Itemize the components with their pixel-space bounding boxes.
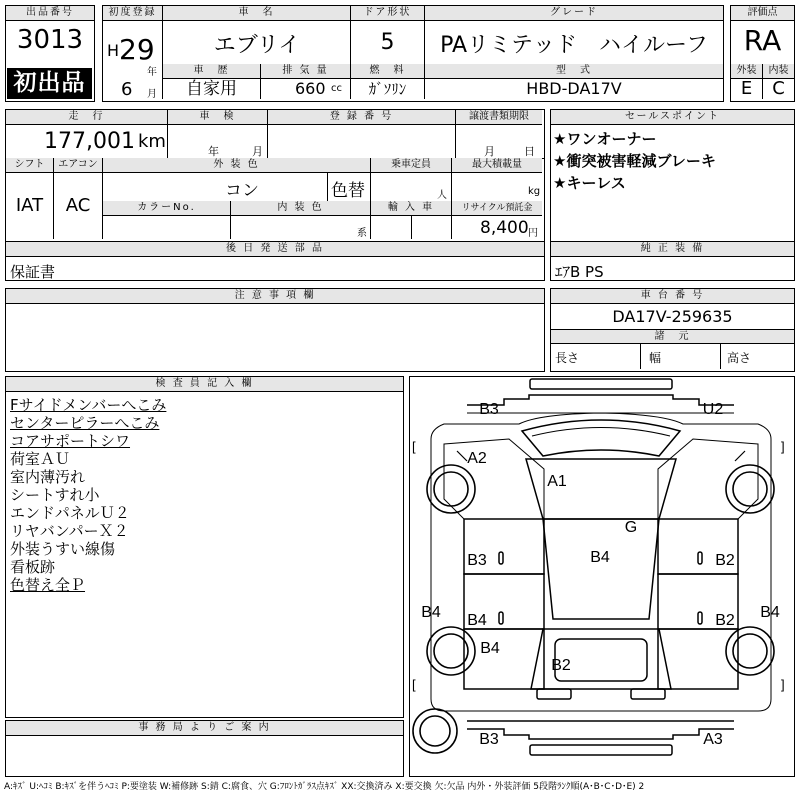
windshield-outline (522, 420, 680, 456)
later-parts-header: 後 日 発 送 部 品 (6, 242, 544, 257)
width-cell (641, 344, 721, 369)
inspector-notes-box (5, 376, 404, 718)
damage-mark: A1 (547, 473, 568, 491)
lot-number-header: 出品番号 (6, 6, 94, 21)
reg-era: H (107, 41, 120, 60)
inspector-note: センターピラーへこみ (10, 414, 160, 432)
bracket-left-bottom: [ (412, 677, 417, 693)
inspection-cell (168, 125, 268, 158)
damage-mark: B2 (551, 657, 572, 675)
height-cell (721, 344, 792, 369)
chassis-number-header: 車 台 番 号 (551, 289, 794, 304)
sales-point-2: ★衝突被害軽減ブレーキ (553, 152, 716, 170)
max-load-cell (452, 173, 542, 201)
door-type-header: ドア形状 (351, 6, 425, 21)
bracket-right-bottom: ] (781, 677, 786, 693)
damage-mark: G (625, 519, 638, 537)
inspection-year-unit: 年 (208, 145, 219, 158)
fuel: ｶﾞｿﾘﾝ (351, 79, 425, 99)
damage-mark: B4 (590, 549, 611, 567)
door-count: 5 (351, 21, 425, 64)
sales-point-3: ★キーレス (553, 174, 626, 192)
ac-header: エアコン (54, 158, 103, 173)
inspector-note: 看板跡 (10, 558, 56, 576)
inspector-note: 室内薄汚れ (10, 468, 86, 486)
interior-color-unit: 系 (357, 228, 367, 239)
grade-header: グレード (425, 6, 723, 21)
plate-header: 登 録 番 号 (268, 110, 456, 125)
inspector-note: リヤバンパーＸ２ (10, 522, 129, 540)
damage-mark: A3 (703, 731, 724, 749)
shift: IAT (6, 173, 54, 239)
plate-cell (268, 125, 456, 158)
sales-points-header: セールスポイント (551, 110, 794, 125)
import-divider (411, 216, 412, 239)
transfer-deadline-cell (456, 125, 542, 158)
damage-mark: B4 (421, 604, 442, 622)
mileage-unit: km (138, 131, 166, 152)
inspection-month-unit: 月 (252, 145, 263, 158)
model-header: 型 式 (425, 64, 723, 79)
chassis-box (550, 288, 795, 372)
damage-mark: B2 (715, 552, 736, 570)
fuel-header: 燃 料 (351, 64, 425, 79)
grade: PAリミテッド ハイルーフ (440, 33, 708, 58)
office-notice-box (5, 720, 404, 777)
bracket-right-top: ] (781, 439, 786, 455)
evaluation-score: RA (743, 24, 782, 57)
office-notice-header: 事 務 局 よ り ご 案 内 (6, 721, 403, 736)
model-code: HBD-DA17V (526, 79, 622, 98)
height-label: 高さ (727, 351, 752, 365)
air-conditioner: AC (54, 173, 103, 239)
import-car-cell (371, 216, 452, 239)
reg-year: 29 (119, 33, 155, 66)
legend-footer: A:ｷｽﾞ U:ﾍｺﾐ B:ｷｽﾞを伴うﾍｺﾐ P:要塗装 W:補修跡 S:錆 C:腐食、穴 G:ﾌﾛﾝﾄｶﾞﾗｽ点ｷｽﾞ XX:交換済み X:要交換 欠:欠品 内外・外装評価 5段階ﾗﾝｸ順(A･B･C･D･E) 2 (4, 782, 645, 792)
interior-color-header: 内 装 色 (231, 201, 371, 216)
repaint-mark: 色替 (331, 181, 365, 201)
car-name-divider (163, 21, 351, 64)
car-name-header: 車 名 (163, 6, 351, 21)
genuine-equipment-box (550, 241, 795, 281)
interior-grade-header: 内装 (763, 64, 794, 79)
capacity-cell (371, 173, 452, 201)
max-load-unit: kg (528, 186, 541, 197)
max-load-header: 最大積載量 (452, 158, 542, 173)
front-bumper-lines (467, 395, 734, 405)
rear-outline (464, 629, 544, 689)
recycle-deposit-unit: 円 (528, 228, 538, 239)
damage-mark: U2 (703, 401, 724, 419)
inspector-note: 外装うすい線傷 (10, 540, 116, 558)
inspector-note: シートすれ小 (10, 486, 100, 504)
damage-mark: B3 (479, 401, 500, 419)
interior-color-cell (231, 216, 371, 239)
damage-diagram-box (409, 376, 795, 777)
length-label: 長さ (555, 351, 580, 365)
displacement-unit: cc (331, 83, 342, 94)
exterior-color-header: 外 装 色 (103, 158, 371, 173)
damage-mark: B3 (467, 552, 488, 570)
recycle-deposit: 8,400 (480, 218, 529, 238)
inspector-note: コアサポートシワ (10, 432, 131, 450)
displacement: 660 (295, 79, 326, 98)
genuine-equipment: ｴｱB PS (555, 263, 604, 281)
reg-month: 6 (121, 79, 133, 100)
inspection-header: 車 検 (168, 110, 268, 125)
damage-mark: B3 (479, 731, 500, 749)
rear-bumper-lines (467, 721, 734, 739)
reg-month-unit: 月 (147, 89, 157, 100)
width-label: 幅 (649, 351, 662, 365)
roof-center (543, 519, 659, 619)
inspector-notes-header: 検 査 員 記 入 欄 (6, 377, 403, 392)
repaint-divider (327, 173, 328, 201)
transfer-day-unit: 日 (524, 145, 535, 158)
mileage-cell (6, 125, 168, 158)
sales-point-1: ★ワンオーナー (553, 130, 657, 148)
front-panel-outline (444, 439, 544, 519)
first-listing-badge: 初出品 (7, 68, 92, 99)
inspector-notes-list (10, 396, 400, 594)
recycle-deposit-cell (452, 216, 542, 239)
damage-mark: B4 (760, 604, 781, 622)
evaluation-box (730, 5, 795, 102)
damage-mark: B4 (480, 640, 501, 658)
mileage-header: 走 行 (6, 110, 168, 125)
inspector-note: Fサイドメンバーへこみ (10, 396, 167, 414)
bracket-left-top: [ (412, 439, 417, 455)
reg-year-unit: 年 (147, 67, 157, 78)
history: 自家用 (163, 79, 261, 99)
capacity-unit: 人 (437, 190, 447, 201)
inspector-note: エンドパネルＵ２ (10, 504, 130, 522)
dimensions-header: 諸 元 (551, 329, 794, 344)
chassis-number: DA17V-259635 (612, 307, 733, 326)
length-cell (551, 344, 641, 369)
damage-mark: B2 (715, 612, 736, 630)
evaluation-header: 評価点 (731, 6, 794, 21)
interior-grade: C (772, 78, 785, 99)
transfer-deadline-header: 譲渡書類期限 (456, 110, 542, 125)
inspector-note: 色替え全Ｐ (10, 576, 86, 594)
inspector-note: 荷室ＡＵ (10, 450, 71, 468)
exterior-color: コン (225, 181, 259, 201)
first-registration-header: 初度登録 (103, 6, 163, 21)
vehicle-damage-diagram (409, 376, 794, 776)
shift-header: シフト (6, 158, 54, 173)
detail-box (5, 109, 545, 242)
first-registration-cell (103, 21, 163, 99)
car-name: エブリイ (213, 33, 301, 58)
genuine-equipment-header: 純 正 装 備 (551, 242, 794, 257)
history-header: 車 歴 (163, 64, 261, 79)
exterior-grade-header: 外装 (731, 64, 763, 79)
damage-mark: A2 (467, 450, 488, 468)
spec-top-box (102, 5, 724, 102)
later-parts: 保証書 (10, 263, 56, 281)
exterior-color-cell (103, 173, 371, 201)
caution-box (5, 288, 545, 372)
damage-mark: B4 (467, 612, 488, 630)
lot-number: 3013 (16, 25, 84, 55)
lot-number-box (5, 5, 95, 102)
displacement-header: 排 気 量 (261, 64, 351, 79)
mileage: 177,001 (44, 129, 135, 154)
displacement-cell (261, 79, 351, 99)
caution-header: 注 意 事 項 欄 (6, 289, 544, 304)
import-car-header: 輸 入 車 (371, 201, 452, 216)
color-number-cell (103, 216, 231, 239)
sales-points-box (550, 109, 795, 242)
transfer-month-unit: 月 (484, 145, 495, 158)
recycle-deposit-header: リサイクル預託金 (452, 201, 542, 216)
capacity-header: 乗車定員 (371, 158, 452, 173)
front-bumper-outline (530, 379, 672, 389)
color-number-header: カラーNo. (103, 201, 231, 216)
later-parts-box (5, 241, 545, 281)
exterior-grade: E (731, 79, 763, 99)
